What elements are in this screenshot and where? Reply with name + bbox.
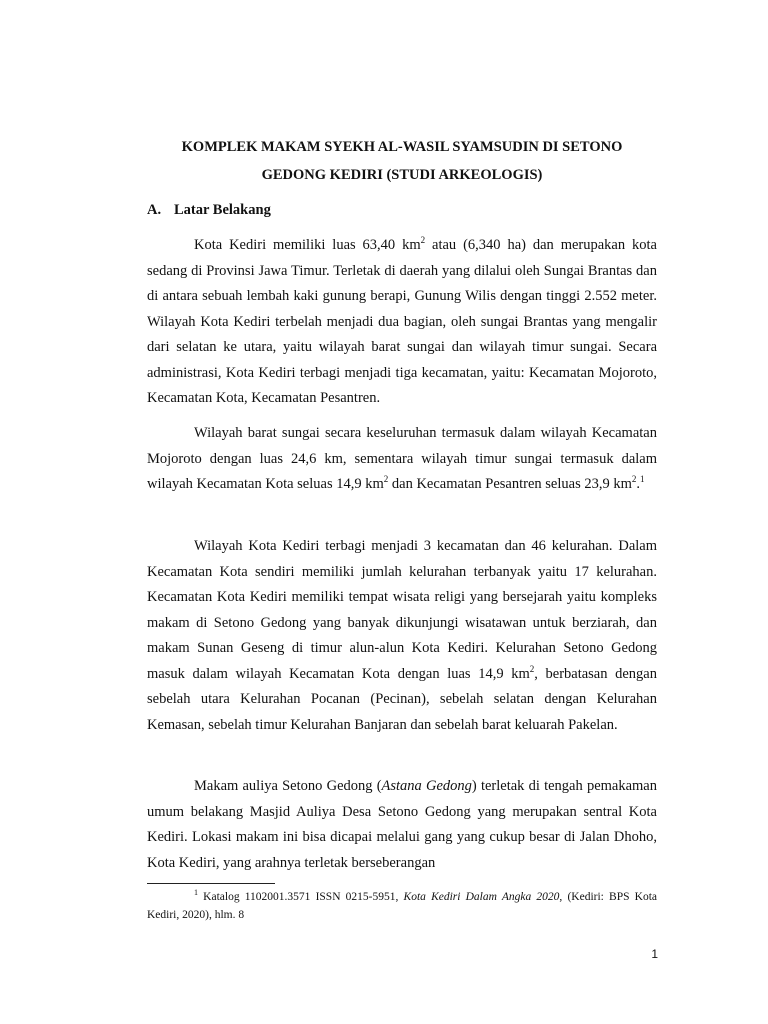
title-line-1: KOMPLEK MAKAM SYEKH AL-WASIL SYAMSUDIN DI SETONO (181, 139, 623, 155)
paragraph-2 (147, 421, 657, 498)
page-number: 1 (651, 947, 658, 961)
superscript: 2 (420, 235, 426, 246)
paragraph-4-text-b: ) terletak di tengah pemakaman umum belakang Masjid Auliya Desa Setono Gedong yang merupakan sentral Kota Kediri. Lokasi makam ini bisa dicapai melalui gang yang cukup besar di Jalan Dhoho, Kota Kediri, yang arahnya terletak berseberangan (147, 778, 657, 871)
paragraph-3 (147, 534, 657, 738)
superscript: 2 (631, 474, 637, 485)
section-title: Latar Belakang (174, 202, 271, 218)
paragraph-1 (147, 233, 657, 412)
title-line-2: GEDONG KEDIRI (STUDI ARKEOLOGIS) (261, 167, 543, 183)
footnote-text-a: Katalog 1102001.3571 ISSN 0215-5951, (198, 891, 404, 903)
paragraph-4 (147, 774, 657, 876)
paragraph-2-text-a: Wilayah barat sungai secara keseluruhan termasuk dalam wilayah Kecamatan Mojoroto dengan luas 24,6 km, sementara wilayah timur sungai termasuk dalam wilayah Kecamatan Kota seluas 14,9 km (147, 425, 657, 492)
document-title (147, 133, 657, 189)
superscript: 2 (529, 663, 535, 674)
footnote (147, 888, 657, 924)
superscript: 2 (383, 474, 389, 485)
paragraph-1-text-b: atau (6,340 ha) dan merupakan kota sedang di Provinsi Jawa Timur. Terletak di daerah yang dilalui oleh Sungai Brantas dan di antara sebuah lembah kaki gunung berapi, Gunung Wilis dengan tinggi 2.552 meter. Wilayah Kota Kediri terbelah menjadi dua bagian, oleh sungai Brantas yang mengalir dari selatan ke utara, yaitu wilayah barat sungai dan wilayah timur sungai. Secara administrasi, Kota Kediri terbagi menjadi tiga kecamatan, yaitu: Kecamatan Mojoroto, Kecamatan Kota, Kecamatan Pesantren. (147, 237, 657, 406)
footnote-marker: 1 (194, 888, 198, 898)
footnote-italic: Kota Kediri Dalam Angka 2020 (403, 891, 560, 903)
paragraph-2-text-c: . (636, 476, 640, 492)
paragraph-3-text-b: , berbatasan dengan sebelah utara Kelurahan Pocanan (Pecinan), sebelah selatan dengan Kelurahan Kemasan, sebelah timur Kelurahan Banjaran dan sebelah barat keluarah Pakelan. (147, 665, 657, 733)
section-heading (147, 197, 271, 223)
footnote-separator (147, 883, 275, 884)
footnote-text-b: , (Kediri: BPS Kota Kediri, 2020), hlm. 8 (147, 891, 657, 921)
section-number: A. (147, 202, 162, 218)
paragraph-1-text-a: Kota Kediri memiliki luas 63,40 km (194, 237, 421, 253)
paragraph-4-italic: Astana Gedong (381, 778, 472, 794)
paragraph-2-text-b: dan Kecamatan Pesantren seluas 23,9 km (388, 476, 632, 492)
paragraph-4-text-a: Makam auliya Setono Gedong ( (194, 778, 382, 794)
footnote-reference[interactable]: 1 (640, 474, 645, 485)
paragraph-3-text-a: Wilayah Kota Kediri terbagi menjadi 3 kecamatan dan 46 kelurahan. Dalam Kecamatan Kota sendiri memiliki jumlah kelurahan terbanyak yaitu 17 kelurahan. Kecamatan Kota Kediri memiliki tempat wisata religi yang bersejarah yaitu kompleks makam di Setono Gedong yang banyak dikunjungi wisatawan untuk berziarah, dan makam Sunan Geseng di timur alun-alun Kota Kediri. Kelurahan Setono Gedong masuk dalam wilayah Kecamatan Kota dengan luas 14,9 km (147, 538, 657, 682)
